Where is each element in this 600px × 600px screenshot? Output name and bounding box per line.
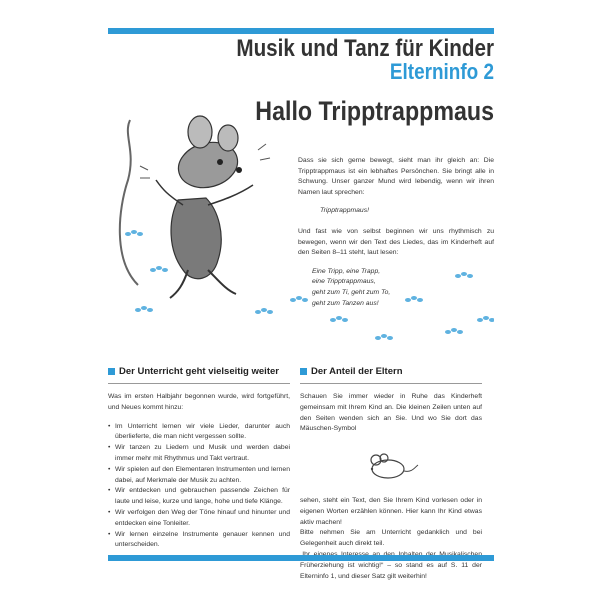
list-item: • Wir tanzen zu Liedern und Musik und werden dabei immer mehr mit Rhythmus und Takt vertraut. (108, 443, 290, 465)
intro-paragraph-1: Dass sie sich gerne bewegt, sieht man ihr gleich an: Die Tripptrappmaus ist ein lebhaftes Persönchen. Sie bringt alle in Schwung. Unser ganzer Mund wird lebendig, wenn wir ihren Namen laut sprechen: (298, 157, 494, 196)
page-subtitle: Elterninfo 2 (389, 59, 494, 84)
section-intro: Was im ersten Halbjahr begonnen wurde, wird fortgeführt, und Neues kommt hinzu: (108, 393, 290, 411)
intro-paragraph-2: Und fast wie von selbst beginnen wir uns rhythmisch zu bewegen, wenn wir den Text des Liedes, das im Kinderheft auf den Seiten 8–11 steht, laut lesen: (298, 227, 494, 257)
bottom-accent-bar (108, 555, 494, 561)
square-bullet-icon (108, 368, 115, 375)
square-bullet-icon (300, 368, 307, 375)
paragraph: Früherziehung ist wichtig!“ – so stand es auf S. 11 der Elterninfo 1, und dieser Satz gilt weiterhin! (300, 561, 482, 580)
verse-line: eine Tripptrappmaus, (312, 278, 376, 286)
bullet-list (108, 422, 290, 552)
paragraph: sehen, steht ein Text, den Sie Ihrem Kind vorlesen oder in eigenen Worten erzählen können. Hier kann Ihr Kind etwas aktiv machen! (300, 496, 482, 526)
section-heading: Der Anteil der Eltern (300, 366, 482, 384)
top-accent-bar (108, 28, 494, 34)
section-body (300, 392, 482, 582)
verse-line: Eine Tripp, eine Trapp, (312, 267, 381, 275)
intro-text (298, 156, 494, 309)
verse-line: geht zum Ti, geht zum To, (312, 288, 391, 296)
intro-quote: Tripptrappmaus! (320, 207, 369, 215)
section-heading: Der Unterricht geht vielseitig weiter (108, 366, 290, 384)
paragraph: Bitte nehmen Sie am Unterricht gedanklich und bei Gelegenheit auch direkt teil. (300, 529, 482, 548)
list-item: • Wir spielen auf den Elementaren Instrumenten und lernen dabei, auf Merkmale der Musik zu achten. (108, 465, 290, 487)
list-item: • Im Unterricht lernen wir viele Lieder, darunter auch überlieferte, die man nicht vergessen sollte. (108, 422, 290, 444)
section-body (108, 392, 290, 551)
song-verse (298, 267, 494, 309)
list-item: • Wir lernen einzelne Instrumente genauer kennen und unterscheiden. (108, 530, 290, 552)
mouse-symbol-icon (360, 447, 420, 487)
verse-line: geht zum Tanzen aus! (312, 299, 379, 307)
section-lessons (108, 366, 290, 551)
list-item: • Wir verfolgen den Weg der Töne hinauf und hinunter und entdecken eine Tonleiter. (108, 508, 290, 530)
list-item: • Wir entdecken und gebrauchen passende Zeichen für laute und leise, kurze und lange, hohe und tiefe Klänge. (108, 486, 290, 508)
song-title: Hallo Tripptrappmaus (255, 96, 494, 126)
paragraph: Schauen Sie immer wieder in Ruhe das Kinderheft gemeinsam mit Ihrem Kind an. Die kleinen Zeilen unten auf den Seiten wenden sich an Sie. Und wo Sie dort das Mäuschen-Symbol (300, 393, 482, 433)
page-title: Musik und Tanz für Kinder (236, 35, 494, 62)
